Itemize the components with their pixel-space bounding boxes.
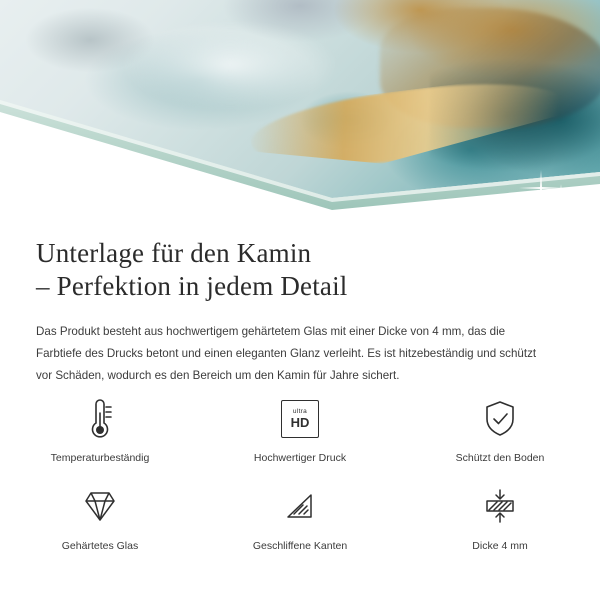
headline-line-2: – Perfektion in jedem Detail	[36, 271, 348, 301]
feature-label: Geschliffene Kanten	[252, 540, 348, 552]
feature-item-thickness	[400, 483, 600, 553]
thickness-arrows-icon	[478, 483, 522, 531]
feature-label: Schützt den Boden	[455, 452, 545, 464]
ultra-hd-badge-icon	[281, 395, 319, 443]
feature-grid	[0, 395, 600, 553]
feature-label: Temperaturbeständig	[50, 452, 150, 464]
sparkle-small-icon	[548, 182, 574, 208]
polished-edges-icon	[278, 483, 322, 531]
feature-item-tempered-glass	[0, 483, 200, 553]
feature-item-print-quality	[200, 395, 400, 465]
feature-item-temperature	[0, 395, 200, 465]
feature-label: Dicke 4 mm	[472, 540, 528, 552]
feature-label: Gehärtetes Glas	[61, 540, 139, 552]
feature-item-polished-edges	[200, 483, 400, 553]
badge-top-label: ultra	[292, 407, 308, 415]
marble-highlight	[120, 20, 340, 110]
badge-bottom-label: HD	[290, 415, 310, 431]
shield-check-icon	[480, 395, 520, 443]
text-content	[0, 215, 600, 387]
thermometer-icon	[78, 395, 122, 443]
headline-line-1: Unterlage für den Kamin	[36, 238, 312, 268]
feature-label: Hochwertiger Druck	[253, 452, 347, 464]
feature-item-floor-protection	[400, 395, 600, 465]
hero-image	[0, 0, 600, 215]
page-title	[0, 215, 600, 303]
description-paragraph: Das Produkt besteht aus hochwertigem gehärtetem Glas mit einer Dicke von 4 mm, das die Farbtiefe des Drucks betont und einen eleganten Glanz verleiht. Es ist hitzebeständig und schützt vor Schäden, wodurch es den Bereich um den Kamin für Jahre sichert.	[36, 325, 537, 382]
diamond-icon	[77, 483, 123, 531]
